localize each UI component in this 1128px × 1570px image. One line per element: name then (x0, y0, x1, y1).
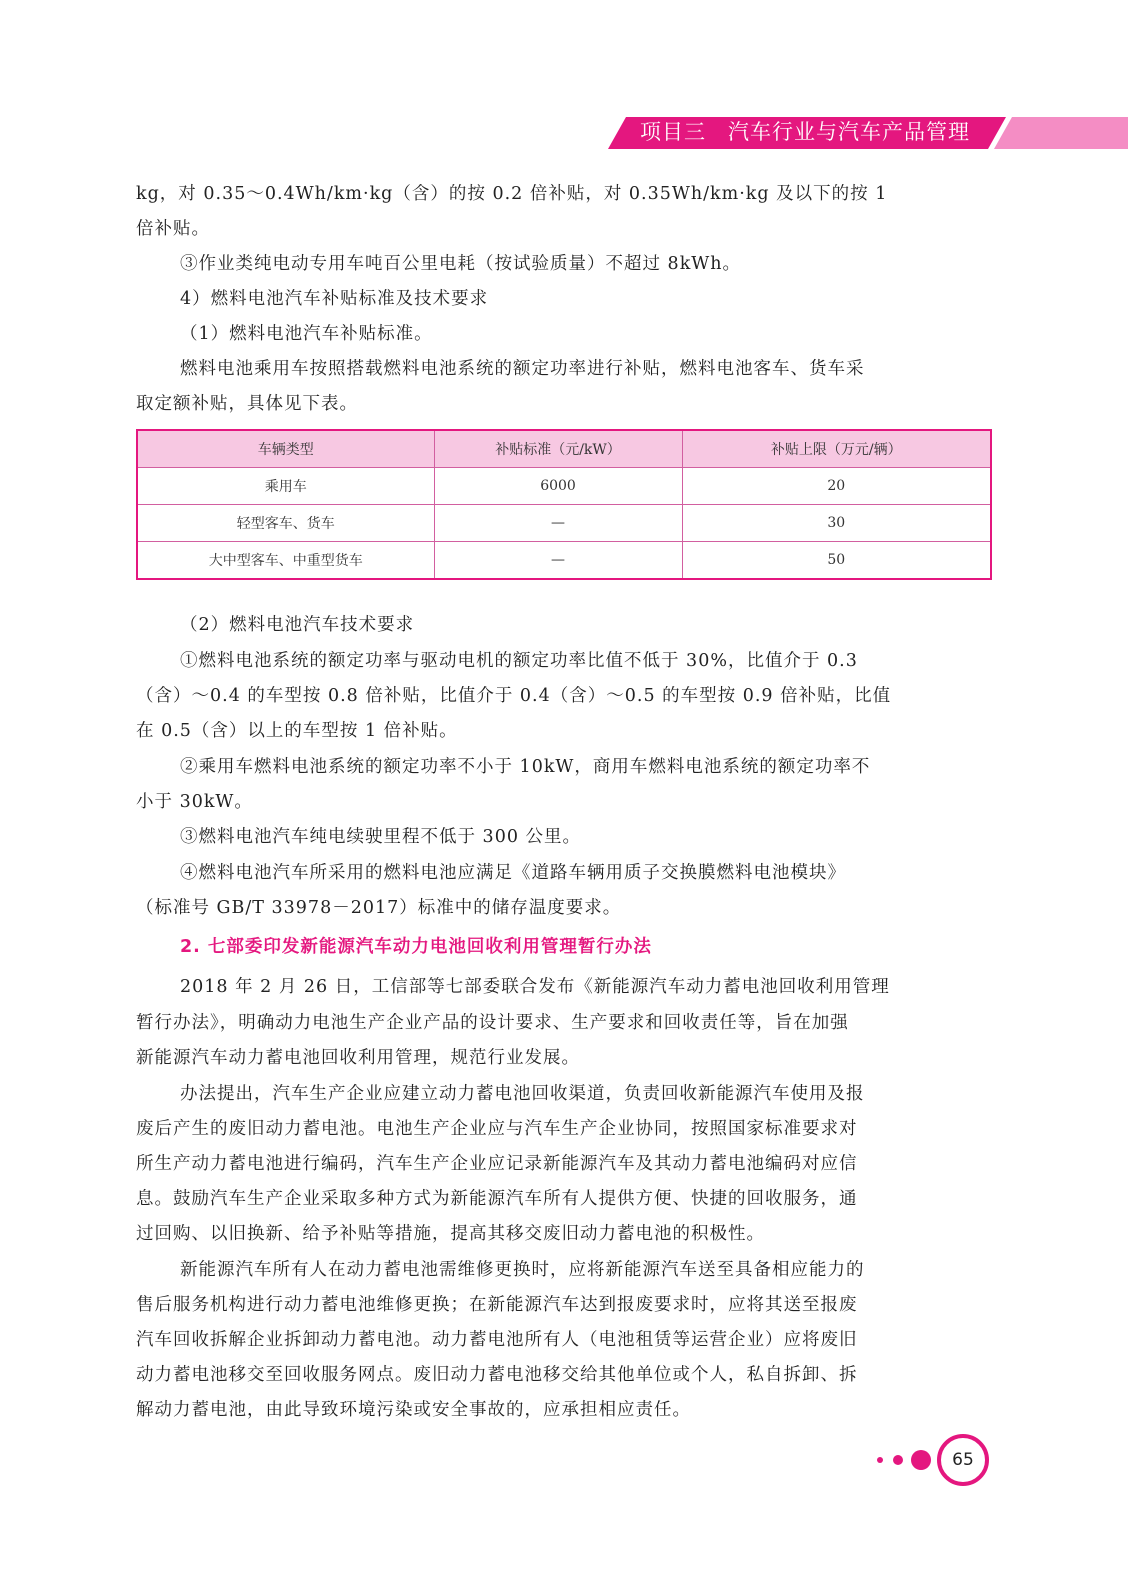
paragraph-line: 4）燃料电池汽车补贴标准及技术要求 (180, 289, 489, 309)
chapter-title (640, 116, 970, 148)
paragraph-line: 倍补贴。 (136, 219, 210, 239)
table-cell: 大中型客车、中重型货车 (137, 542, 434, 580)
table-header-cell: 补贴上限（万元/辆） (682, 430, 991, 468)
paragraph-line: kg，对 0.35～0.4Wh/km·kg（含）的按 0.2 倍补贴，对 0.35Wh/km·kg 及以下的按 1 (136, 184, 888, 204)
paragraph-line: 取定额补贴，具体见下表。 (136, 394, 358, 414)
table-row (137, 542, 991, 580)
table-cell: 6000 (434, 468, 682, 505)
table-cell: — (434, 505, 682, 542)
table-row (137, 468, 991, 505)
paragraph-line: 售后服务机构进行动力蓄电池维修更换；在新能源汽车达到报废要求时，应将其送至报废 (136, 1295, 858, 1315)
table-cell: — (434, 542, 682, 580)
paragraph-line: 废后产生的废旧动力蓄电池。电池生产企业应与汽车生产企业协同，按照国家标准要求对 (136, 1119, 858, 1139)
paragraph-line: ④燃料电池汽车所采用的燃料电池应满足《道路车辆用质子交换膜燃料电池模块》 (180, 863, 846, 883)
table-cell: 轻型客车、货车 (137, 505, 434, 542)
subsidy-table (136, 429, 992, 580)
paragraph-line: （标准号 GB/T 33978－2017）标准中的储存温度要求。 (136, 898, 622, 918)
chapter-number: 项目三 (640, 120, 706, 144)
paragraph-line: （2）燃料电池汽车技术要求 (180, 615, 415, 635)
paragraph-line: ②乘用车燃料电池系统的额定功率不小于 10kW，商用车燃料电池系统的额定功率不 (180, 757, 871, 777)
paragraph-line: 小于 30kW。 (136, 792, 253, 812)
paragraph-line: （1）燃料电池汽车补贴标准。 (180, 324, 433, 344)
table-cell: 乘用车 (137, 468, 434, 505)
paragraph-line: 所生产动力蓄电池进行编码，汽车生产企业应记录新能源汽车及其动力蓄电池编码对应信 (136, 1154, 858, 1174)
table-cell: 50 (682, 542, 991, 580)
paragraph-line: ③作业类纯电动专用车吨百公里电耗（按试验质量）不超过 8kWh。 (180, 254, 742, 274)
paragraph-line: 办法提出，汽车生产企业应建立动力蓄电池回收渠道，负责回收新能源汽车使用及报 (180, 1084, 865, 1104)
page-number: 65 (952, 1450, 974, 1470)
table-header-cell: 补贴标准（元/kW） (434, 430, 682, 468)
table-cell: 20 (682, 468, 991, 505)
table-header-row (137, 430, 991, 468)
paragraph-line: 息。鼓励汽车生产企业采取多种方式为新能源汽车所有人提供方便、快捷的回收服务，通 (136, 1189, 858, 1209)
paragraph-line: 解动力蓄电池，由此导致环境污染或安全事故的，应承担相应责任。 (136, 1400, 691, 1420)
paragraph-line: 动力蓄电池移交至回收服务网点。废旧动力蓄电池移交给其他单位或个人，私自拆卸、拆 (136, 1365, 858, 1385)
section-heading: 2. 七部委印发新能源汽车动力电池回收利用管理暂行办法 (180, 937, 652, 957)
paragraph-line: ③燃料电池汽车纯电续驶里程不低于 300 公里。 (180, 827, 582, 847)
paragraph-line: 2018 年 2 月 26 日，工信部等七部委联合发布《新能源汽车动力蓄电池回收利用管理 (180, 977, 890, 997)
table-row (137, 505, 991, 542)
paragraph-line: 新能源汽车动力蓄电池回收利用管理，规范行业发展。 (136, 1048, 580, 1068)
paragraph-line: 燃料电池乘用车按照搭载燃料电池系统的额定功率进行补贴，燃料电池客车、货车采 (180, 359, 865, 379)
table-header-cell: 车辆类型 (137, 430, 434, 468)
paragraph-line: 过回购、以旧换新、给予补贴等措施，提高其移交废旧动力蓄电池的积极性。 (136, 1224, 765, 1244)
paragraph-line: 新能源汽车所有人在动力蓄电池需维修更换时，应将新能源汽车送至具备相应能力的 (180, 1260, 865, 1280)
table-cell: 30 (682, 505, 991, 542)
paragraph-line: ①燃料电池系统的额定功率与驱动电机的额定功率比值不低于 30%，比值介于 0.3 (180, 651, 858, 671)
paragraph-line: （含）～0.4 的车型按 0.8 倍补贴，比值介于 0.4（含）～0.5 的车型按 0.9 倍补贴，比值 (136, 686, 892, 706)
paragraph-line: 在 0.5（含）以上的车型按 1 倍补贴。 (136, 721, 458, 741)
paragraph-line: 暂行办法》，明确动力电池生产企业产品的设计要求、生产要求和回收责任等，旨在加强 (136, 1013, 849, 1033)
chapter-name: 汽车行业与汽车产品管理 (728, 120, 970, 144)
paragraph-line: 汽车回收拆解企业拆卸动力蓄电池。动力蓄电池所有人（电池租赁等运营企业）应将废旧 (136, 1330, 858, 1350)
